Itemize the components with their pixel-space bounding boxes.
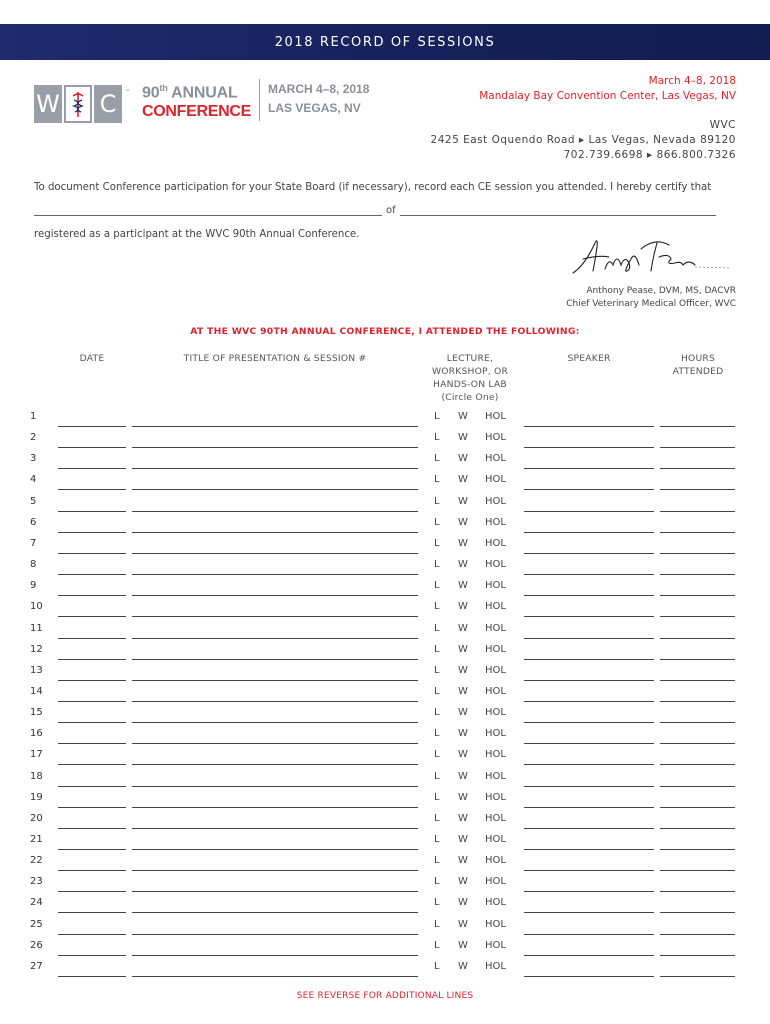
- speaker-line[interactable]: [524, 828, 654, 829]
- date-line[interactable]: [58, 912, 126, 913]
- speaker-line[interactable]: [524, 764, 654, 765]
- hours-line[interactable]: [660, 616, 735, 617]
- title-line[interactable]: [132, 722, 418, 723]
- speaker-line[interactable]: [524, 447, 654, 448]
- option-workshop[interactable]: W: [458, 897, 468, 909]
- title-line[interactable]: [132, 828, 418, 829]
- conference-logo: [34, 79, 369, 123]
- speaker-line[interactable]: [524, 638, 654, 639]
- option-lecture[interactable]: L: [434, 834, 440, 845]
- option-lecture[interactable]: L: [434, 876, 440, 888]
- signer-title: Chief Veterinary Medical Officer, WVC: [566, 299, 736, 309]
- title-line[interactable]: [132, 616, 418, 617]
- col-header-hours-line1: HOURS: [680, 353, 716, 364]
- logo-letter-w: W: [34, 85, 62, 123]
- col-header-speaker: SPEAKER: [567, 353, 611, 364]
- speaker-line[interactable]: [524, 807, 654, 808]
- date-line[interactable]: [58, 595, 126, 596]
- date-line[interactable]: [58, 743, 126, 744]
- row-number: 8: [30, 559, 37, 571]
- date-line[interactable]: [58, 616, 126, 617]
- option-lecture[interactable]: L: [434, 432, 440, 444]
- option-lecture[interactable]: L: [434, 685, 440, 697]
- option-lecture[interactable]: L: [434, 664, 440, 676]
- session-row: [0, 496, 770, 517]
- hours-line[interactable]: [660, 638, 735, 639]
- date-line[interactable]: [58, 828, 126, 829]
- session-row: [0, 474, 770, 495]
- option-hands-on-lab[interactable]: HOL: [485, 834, 506, 845]
- option-hands-on-lab[interactable]: HOL: [485, 685, 506, 697]
- table-heading: AT THE WVC 90TH ANNUAL CONFERENCE, I ATTENDED THE FOLLOWING:: [190, 326, 580, 337]
- of-label: of: [386, 205, 396, 216]
- session-row: [0, 686, 770, 707]
- option-lecture[interactable]: L: [434, 770, 440, 782]
- session-row: [0, 961, 770, 982]
- date-line[interactable]: [58, 976, 126, 977]
- banner: [0, 24, 770, 60]
- row-number: 22: [30, 855, 43, 867]
- option-workshop[interactable]: W: [458, 601, 468, 613]
- title-line[interactable]: [132, 849, 418, 850]
- option-hands-on-lab[interactable]: HOL: [485, 791, 506, 803]
- annual-number: 90: [142, 84, 160, 102]
- row-number: 7: [30, 537, 37, 549]
- banner-title: 2018 RECORD OF SESSIONS: [274, 34, 496, 50]
- speaker-line[interactable]: [524, 616, 654, 617]
- option-workshop[interactable]: W: [458, 664, 468, 676]
- session-row: [0, 897, 770, 918]
- hours-line[interactable]: [660, 955, 735, 956]
- option-hands-on-lab[interactable]: HOL: [485, 432, 506, 444]
- hours-line[interactable]: [660, 786, 735, 787]
- option-lecture[interactable]: L: [434, 411, 440, 422]
- title-line[interactable]: [132, 807, 418, 808]
- row-number: 15: [30, 707, 43, 719]
- name-fill-line[interactable]: [34, 206, 382, 216]
- location-fill-line[interactable]: [400, 206, 716, 216]
- date-line[interactable]: [58, 447, 126, 448]
- date-line[interactable]: [58, 722, 126, 723]
- option-lecture[interactable]: L: [434, 791, 440, 803]
- option-hands-on-lab[interactable]: HOL: [485, 559, 506, 571]
- title-line[interactable]: [132, 574, 418, 575]
- option-lecture[interactable]: L: [434, 474, 440, 486]
- title-line[interactable]: [132, 638, 418, 639]
- speaker-line[interactable]: [524, 786, 654, 787]
- option-workshop[interactable]: W: [458, 749, 468, 761]
- option-lecture[interactable]: L: [434, 707, 440, 719]
- hours-line[interactable]: [660, 764, 735, 765]
- row-number: 21: [30, 834, 43, 845]
- row-number: 12: [30, 643, 43, 655]
- logo-letter-c: C: [94, 85, 122, 123]
- option-lecture[interactable]: L: [434, 601, 440, 613]
- row-number: 19: [30, 791, 43, 803]
- speaker-line[interactable]: [524, 511, 654, 512]
- session-row: [0, 538, 770, 559]
- title-line[interactable]: [132, 786, 418, 787]
- option-workshop[interactable]: W: [458, 516, 468, 528]
- hours-line[interactable]: [660, 722, 735, 723]
- date-line[interactable]: [58, 489, 126, 490]
- option-workshop[interactable]: W: [458, 707, 468, 719]
- hours-line[interactable]: [660, 595, 735, 596]
- option-workshop[interactable]: W: [458, 580, 468, 592]
- option-lecture[interactable]: L: [434, 453, 440, 465]
- row-number: 3: [30, 453, 37, 465]
- option-workshop[interactable]: W: [458, 939, 468, 951]
- row-number: 6: [30, 516, 37, 528]
- speaker-line[interactable]: [524, 849, 654, 850]
- hours-line[interactable]: [660, 659, 735, 660]
- see-reverse-note: SEE REVERSE FOR ADDITIONAL LINES: [296, 991, 474, 1001]
- option-hands-on-lab[interactable]: HOL: [485, 939, 506, 951]
- hours-line[interactable]: [660, 511, 735, 512]
- speaker-line[interactable]: [524, 976, 654, 977]
- title-line[interactable]: [132, 976, 418, 977]
- speaker-line[interactable]: [524, 468, 654, 469]
- session-row: [0, 813, 770, 834]
- hours-line[interactable]: [660, 891, 735, 892]
- speaker-line[interactable]: [524, 489, 654, 490]
- speaker-line[interactable]: [524, 955, 654, 956]
- speaker-line[interactable]: [524, 891, 654, 892]
- session-row: [0, 855, 770, 876]
- option-hands-on-lab[interactable]: HOL: [485, 453, 506, 465]
- hours-line[interactable]: [660, 807, 735, 808]
- hours-line[interactable]: [660, 976, 735, 977]
- hours-line[interactable]: [660, 574, 735, 575]
- caduceus-icon: [64, 85, 92, 123]
- col-header-type-line4: (Circle One): [441, 392, 499, 403]
- row-number: 16: [30, 728, 43, 740]
- option-lecture[interactable]: L: [434, 495, 440, 507]
- speaker-line[interactable]: [524, 553, 654, 554]
- date-line[interactable]: [58, 638, 126, 639]
- session-row: [0, 559, 770, 580]
- col-header-hours-line2: ATTENDED: [672, 366, 724, 377]
- hours-line[interactable]: [660, 426, 735, 427]
- option-hands-on-lab[interactable]: HOL: [485, 411, 506, 422]
- option-lecture[interactable]: L: [434, 728, 440, 740]
- registered-text: registered as a participant at the WVC 90th Annual Conference.: [34, 229, 360, 240]
- row-number: 14: [30, 685, 43, 697]
- session-row: [0, 665, 770, 686]
- row-number: 17: [30, 749, 43, 761]
- session-row: [0, 707, 770, 728]
- option-hands-on-lab[interactable]: HOL: [485, 537, 506, 549]
- option-lecture[interactable]: L: [434, 897, 440, 909]
- conference-name: [142, 79, 260, 121]
- title-line[interactable]: [132, 489, 418, 490]
- option-lecture[interactable]: L: [434, 516, 440, 528]
- venue-phones: 702.739.6698 ▸ 866.800.7326: [563, 149, 736, 161]
- title-line[interactable]: [132, 468, 418, 469]
- row-number: 11: [30, 622, 43, 634]
- option-lecture[interactable]: L: [434, 939, 440, 951]
- speaker-line[interactable]: [524, 426, 654, 427]
- row-number: 9: [30, 580, 37, 592]
- option-workshop[interactable]: W: [458, 474, 468, 486]
- option-hands-on-lab[interactable]: HOL: [485, 749, 506, 761]
- speaker-line[interactable]: [524, 934, 654, 935]
- venue-street: 2425 East Oquendo Road ▸ Las Vegas, Nevada 89120: [430, 134, 736, 146]
- wvc-logo-mark: [34, 85, 130, 123]
- title-line[interactable]: [132, 955, 418, 956]
- row-number: 2: [30, 432, 37, 444]
- option-lecture[interactable]: L: [434, 749, 440, 761]
- hours-line[interactable]: [660, 870, 735, 871]
- conference-when: [268, 79, 369, 118]
- option-workshop[interactable]: W: [458, 537, 468, 549]
- annual-label: [142, 79, 251, 102]
- row-number: 18: [30, 770, 43, 782]
- venue-org: WVC: [709, 119, 736, 131]
- option-lecture[interactable]: L: [434, 643, 440, 655]
- session-row: [0, 453, 770, 474]
- option-lecture[interactable]: L: [434, 537, 440, 549]
- title-line[interactable]: [132, 764, 418, 765]
- hours-line[interactable]: [660, 912, 735, 913]
- title-line[interactable]: [132, 701, 418, 702]
- option-lecture[interactable]: L: [434, 812, 440, 824]
- hours-line[interactable]: [660, 828, 735, 829]
- speaker-line[interactable]: [524, 743, 654, 744]
- session-row: [0, 876, 770, 897]
- title-line[interactable]: [132, 595, 418, 596]
- speaker-line[interactable]: [524, 532, 654, 533]
- session-row: [0, 517, 770, 538]
- option-workshop[interactable]: W: [458, 643, 468, 655]
- option-lecture[interactable]: L: [434, 580, 440, 592]
- title-line[interactable]: [132, 891, 418, 892]
- logo-city: LAS VEGAS, NV: [268, 101, 361, 115]
- row-number: 4: [30, 474, 37, 486]
- venue-info: [431, 74, 736, 163]
- session-row: [0, 771, 770, 792]
- hours-line[interactable]: [660, 468, 735, 469]
- row-number: 27: [30, 960, 43, 972]
- session-row: [0, 792, 770, 813]
- speaker-line[interactable]: [524, 659, 654, 660]
- hours-line[interactable]: [660, 849, 735, 850]
- annual-word: ANNUAL: [171, 84, 238, 102]
- date-line[interactable]: [58, 511, 126, 512]
- col-header-type-line3: HANDS-ON LAB: [433, 379, 507, 390]
- option-workshop[interactable]: W: [458, 432, 468, 444]
- title-line[interactable]: [132, 870, 418, 871]
- session-row: [0, 919, 770, 940]
- option-hands-on-lab[interactable]: HOL: [485, 474, 506, 486]
- option-hands-on-lab[interactable]: HOL: [485, 495, 506, 507]
- speaker-line[interactable]: [524, 701, 654, 702]
- option-workshop[interactable]: W: [458, 770, 468, 782]
- title-line[interactable]: [132, 680, 418, 681]
- row-number: 13: [30, 664, 43, 676]
- title-line[interactable]: [132, 426, 418, 427]
- option-hands-on-lab[interactable]: HOL: [485, 918, 506, 930]
- date-line[interactable]: [58, 659, 126, 660]
- row-number: 24: [30, 897, 43, 909]
- title-line[interactable]: [132, 934, 418, 935]
- row-number: 10: [30, 601, 43, 613]
- col-header-type-line2: WORKSHOP, OR: [431, 366, 509, 377]
- option-workshop[interactable]: W: [458, 411, 468, 422]
- title-line[interactable]: [132, 743, 418, 744]
- date-line[interactable]: [58, 807, 126, 808]
- hours-line[interactable]: [660, 553, 735, 554]
- option-lecture[interactable]: L: [434, 855, 440, 867]
- date-line[interactable]: [58, 934, 126, 935]
- date-line[interactable]: [58, 574, 126, 575]
- date-line[interactable]: [58, 532, 126, 533]
- option-workshop[interactable]: W: [458, 918, 468, 930]
- option-lecture[interactable]: L: [434, 960, 440, 972]
- row-number: 26: [30, 939, 43, 951]
- option-workshop[interactable]: W: [458, 495, 468, 507]
- date-line[interactable]: [58, 891, 126, 892]
- session-row: [0, 601, 770, 622]
- certify-text: To document Conference participation for your State Board (if necessary), record each CE session you attended. I hereby certify that: [34, 182, 712, 193]
- speaker-line[interactable]: [524, 595, 654, 596]
- option-workshop[interactable]: W: [458, 791, 468, 803]
- option-workshop[interactable]: W: [458, 812, 468, 824]
- option-workshop[interactable]: W: [458, 960, 468, 972]
- title-line[interactable]: [132, 532, 418, 533]
- session-row: [0, 728, 770, 749]
- option-lecture[interactable]: L: [434, 559, 440, 571]
- option-hands-on-lab[interactable]: HOL: [485, 876, 506, 888]
- hours-line[interactable]: [660, 680, 735, 681]
- row-number: 20: [30, 812, 43, 824]
- speaker-line[interactable]: [524, 912, 654, 913]
- title-line[interactable]: [132, 553, 418, 554]
- date-line[interactable]: [58, 764, 126, 765]
- col-header-hours: [660, 352, 736, 378]
- option-lecture[interactable]: L: [434, 622, 440, 634]
- venue-dates: March 4–8, 2018: [648, 75, 736, 87]
- option-hands-on-lab[interactable]: HOL: [485, 622, 506, 634]
- session-row: [0, 940, 770, 961]
- speaker-line[interactable]: [524, 680, 654, 681]
- conference-label: CONFERENCE: [142, 103, 252, 121]
- option-hands-on-lab[interactable]: HOL: [485, 728, 506, 740]
- col-header-title: TITLE OF PRESENTATION & SESSION #: [183, 353, 367, 364]
- option-hands-on-lab[interactable]: HOL: [485, 601, 506, 613]
- option-workshop[interactable]: W: [458, 728, 468, 740]
- session-row: [0, 749, 770, 770]
- signer-block: [566, 285, 736, 311]
- option-workshop[interactable]: W: [458, 453, 468, 465]
- date-line[interactable]: [58, 426, 126, 427]
- session-row: [0, 644, 770, 665]
- option-hands-on-lab[interactable]: HOL: [485, 664, 506, 676]
- speaker-line[interactable]: [524, 870, 654, 871]
- hours-line[interactable]: [660, 701, 735, 702]
- option-workshop[interactable]: W: [458, 559, 468, 571]
- option-hands-on-lab[interactable]: HOL: [485, 770, 506, 782]
- venue-center: Mandalay Bay Convention Center, Las Vegas, NV: [479, 90, 736, 102]
- title-line[interactable]: [132, 912, 418, 913]
- date-line[interactable]: [58, 701, 126, 702]
- date-line[interactable]: [58, 553, 126, 554]
- option-hands-on-lab[interactable]: HOL: [485, 580, 506, 592]
- option-hands-on-lab[interactable]: HOL: [485, 516, 506, 528]
- date-line[interactable]: [58, 680, 126, 681]
- date-line[interactable]: [58, 849, 126, 850]
- trademark: ™: [125, 89, 130, 95]
- certify-fill-row: [34, 205, 716, 216]
- option-hands-on-lab[interactable]: HOL: [485, 960, 506, 972]
- col-header-type: [420, 352, 520, 404]
- row-number: 25: [30, 918, 43, 930]
- option-hands-on-lab[interactable]: HOL: [485, 707, 506, 719]
- annual-suffix: th: [159, 83, 168, 93]
- date-line[interactable]: [58, 786, 126, 787]
- date-line[interactable]: [58, 870, 126, 871]
- signer-name: Anthony Pease, DVM, MS, DACVR: [586, 286, 736, 296]
- signature-image: [565, 235, 735, 280]
- date-line[interactable]: [58, 955, 126, 956]
- title-line[interactable]: [132, 447, 418, 448]
- option-hands-on-lab[interactable]: HOL: [485, 643, 506, 655]
- option-workshop[interactable]: W: [458, 834, 468, 845]
- hours-line[interactable]: [660, 489, 735, 490]
- title-line[interactable]: [132, 659, 418, 660]
- session-row: [0, 623, 770, 644]
- option-hands-on-lab[interactable]: HOL: [485, 897, 506, 909]
- session-row: [0, 411, 770, 432]
- hours-line[interactable]: [660, 934, 735, 935]
- option-workshop[interactable]: W: [458, 855, 468, 867]
- hours-line[interactable]: [660, 447, 735, 448]
- session-row: [0, 580, 770, 601]
- option-hands-on-lab[interactable]: HOL: [485, 812, 506, 824]
- title-line[interactable]: [132, 511, 418, 512]
- option-hands-on-lab[interactable]: HOL: [485, 855, 506, 867]
- logo-dates: MARCH 4–8, 2018: [268, 82, 370, 96]
- option-workshop[interactable]: W: [458, 622, 468, 634]
- col-header-date: DATE: [79, 353, 105, 364]
- row-number: 5: [30, 495, 37, 507]
- row-number: 1: [30, 411, 37, 422]
- speaker-line[interactable]: [524, 574, 654, 575]
- date-line[interactable]: [58, 468, 126, 469]
- option-workshop[interactable]: W: [458, 685, 468, 697]
- session-row: [0, 834, 770, 855]
- row-number: 23: [30, 876, 43, 888]
- speaker-line[interactable]: [524, 722, 654, 723]
- hours-line[interactable]: [660, 743, 735, 744]
- option-lecture[interactable]: L: [434, 918, 440, 930]
- session-row: [0, 432, 770, 453]
- hours-line[interactable]: [660, 532, 735, 533]
- option-workshop[interactable]: W: [458, 876, 468, 888]
- col-header-type-line1: LECTURE,: [446, 353, 494, 364]
